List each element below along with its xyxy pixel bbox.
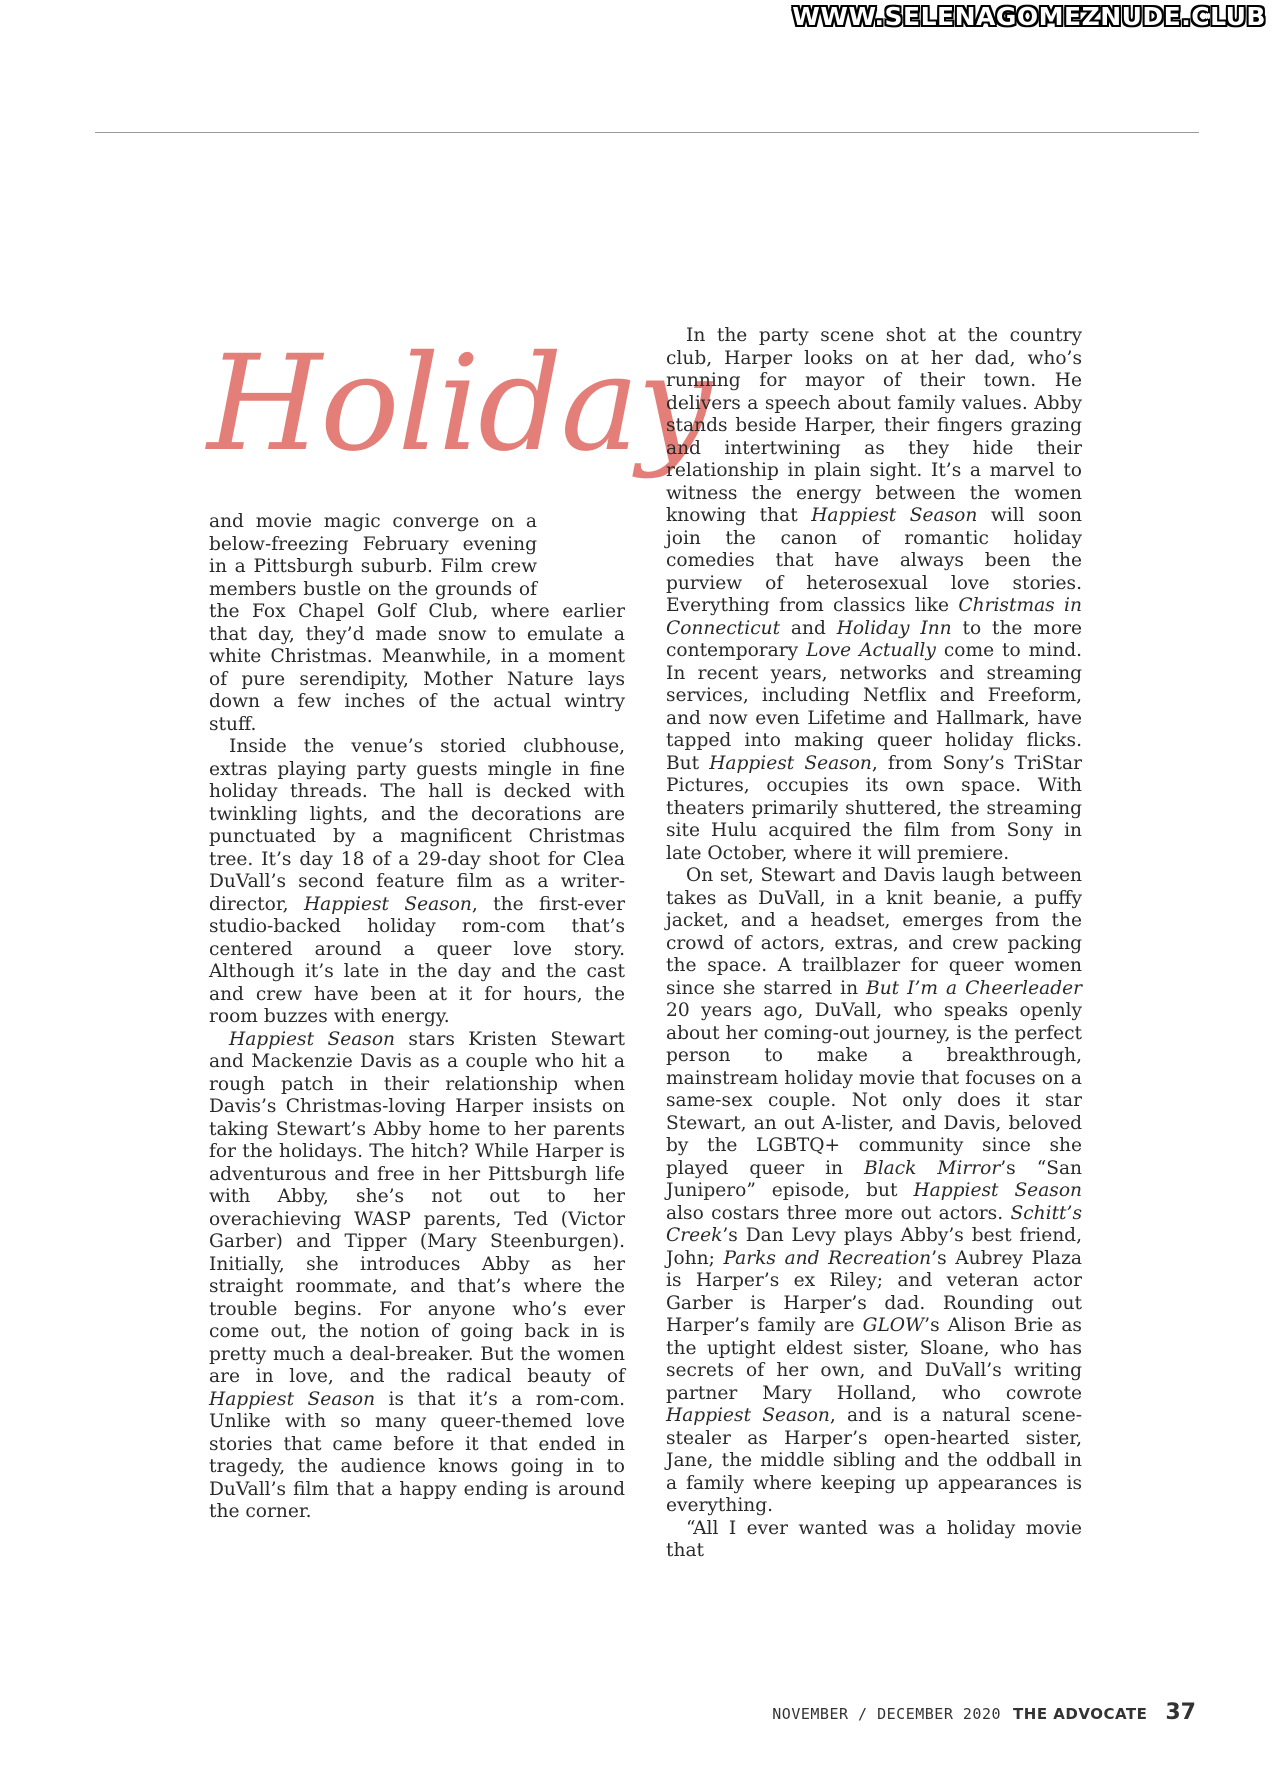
magazine-name: THE ADVOCATE <box>1013 1705 1148 1723</box>
paragraph: Inside the venue’s storied clubhouse, extras playing party guests mingle in fine holiday threads. The hall is decked with twinkling lights, and the decorations are punctuated by a magnificent Christmas tree. It’s day 18 of a 29-day shoot for Clea DuVall’s second feature film as a writer-director, Happiest Season, the first-ever studio-backed holiday rom-com that’s centered around a queer love story. Although it’s late in the day and the cast and crew have been at it for hours, the room buzzes with energy. <box>209 736 625 1027</box>
issue-date: NOVEMBER / DECEMBER 2020 <box>772 1705 1002 1723</box>
headline-word: Holiday <box>207 327 710 481</box>
watermark: WWW.SELENAGOMEZNUDE.CLUB <box>792 2 1266 31</box>
paragraph: Happiest Season stars Kristen Stewart and Mackenzie Davis as a couple who hit a rough patch in their relationship when Davis’s Christmas-loving Harper insists on taking Stewart’s Abby home to her parents for the holidays. The hitch? While Harper is adventurous and free in her Pittsburgh life with Abby, she’s not out to her overachieving WASP parents, Ted (Victor Garber) and Tipper (Mary Steenburgen). Initially, she introduces Abby as her straight roommate, and that’s where the trouble begins. For anyone who’s ever come out, the notion of going back in is pretty much a deal-breaker. But the women are in love, and the radical beauty of Happiest Season is that it’s a rom-com. Unlike with so many queer-themed love stories that came before it that ended in tragedy, the audience knows going in to DuVall’s film that a happy ending is around the corner. <box>209 1028 625 1522</box>
paragraph: In the party scene shot at the country club, Harper looks on at her dad, who’s running for mayor of their town. He delivers a speech about family values. Abby stands beside Harper, their fingers grazing and intertwining as they hide their relationship in plain sight. It’s a marvel to witness the energy between the women knowing that Happiest Season will soon join the canon of romantic holiday comedies that have always been the purview of heterosexual love stories. Everything from classics like Christmas in Connecticut and Holiday Inn to the more contemporary Love Actually come to mind. In recent years, networks and streaming services, including Netflix and Freeform, and now even Lifetime and Hallmark, have tapped into making queer holiday flicks. But Happiest Season, from Sony’s TriStar Pictures, occupies its own space. With theaters primarily shuttered, the streaming site Hulu acquired the film from Sony in late October, where it will premiere. <box>666 325 1083 864</box>
top-divider <box>95 132 1199 133</box>
page-footer <box>772 1700 1196 1725</box>
paragraph: On set, Stewart and Davis laugh between takes as DuVall, in a knit beanie, a puffy jacket, and a headset, emerges from the crowd of actors, extras, and crew packing the space. A trailblazer for queer women since she starred in But I’m a Cheerleader 20 years ago, DuVall, who speaks openly about her coming-out journey, is the perfect person to make a breakthrough, mainstream holiday movie that focuses on a same-sex couple. Not only does it star Stewart, an out A-lister, and Davis, beloved by the LGBTQ+ community since she played queer in Black Mirror’s “San Junipero” episode, but Happiest Season also costars three more out actors. Schitt’s Creek’s Dan Levy plays Abby’s best friend, John; Parks and Recreation’s Aubrey Plaza is Harper’s ex Riley; and veteran actor Garber is Harper’s dad. Rounding out Harper’s family are GLOW’s Alison Brie as the uptight eldest sister, Sloane, who has secrets of her own, and DuVall’s writing partner Mary Holland, who cowrote Happiest Season, and is a natural scene-stealer as Harper’s open-hearted sister, Jane, the middle sibling and the oddball in a family where keeping up appearances is everything. <box>666 865 1083 1516</box>
article-column-right <box>666 325 1082 1563</box>
article-column-left <box>207 325 710 1524</box>
page-number: 37 <box>1165 1700 1196 1725</box>
headline-descender-space <box>537 511 625 579</box>
paragraph: and movie magic converge on a below-freezing February evening in a Pittsburgh suburb. Film crew members bustle on the grounds of the Fox Chapel Golf Club, where earlier that day, they’d made snow to emulate a white Christmas. Meanwhile, in a moment of pure serendipity, Mother Nature lays down a few inches of the actual wintry stuff. <box>209 511 625 735</box>
paragraph: “All I ever wanted was a holiday movie that <box>666 1517 1082 1561</box>
headline <box>207 325 710 511</box>
